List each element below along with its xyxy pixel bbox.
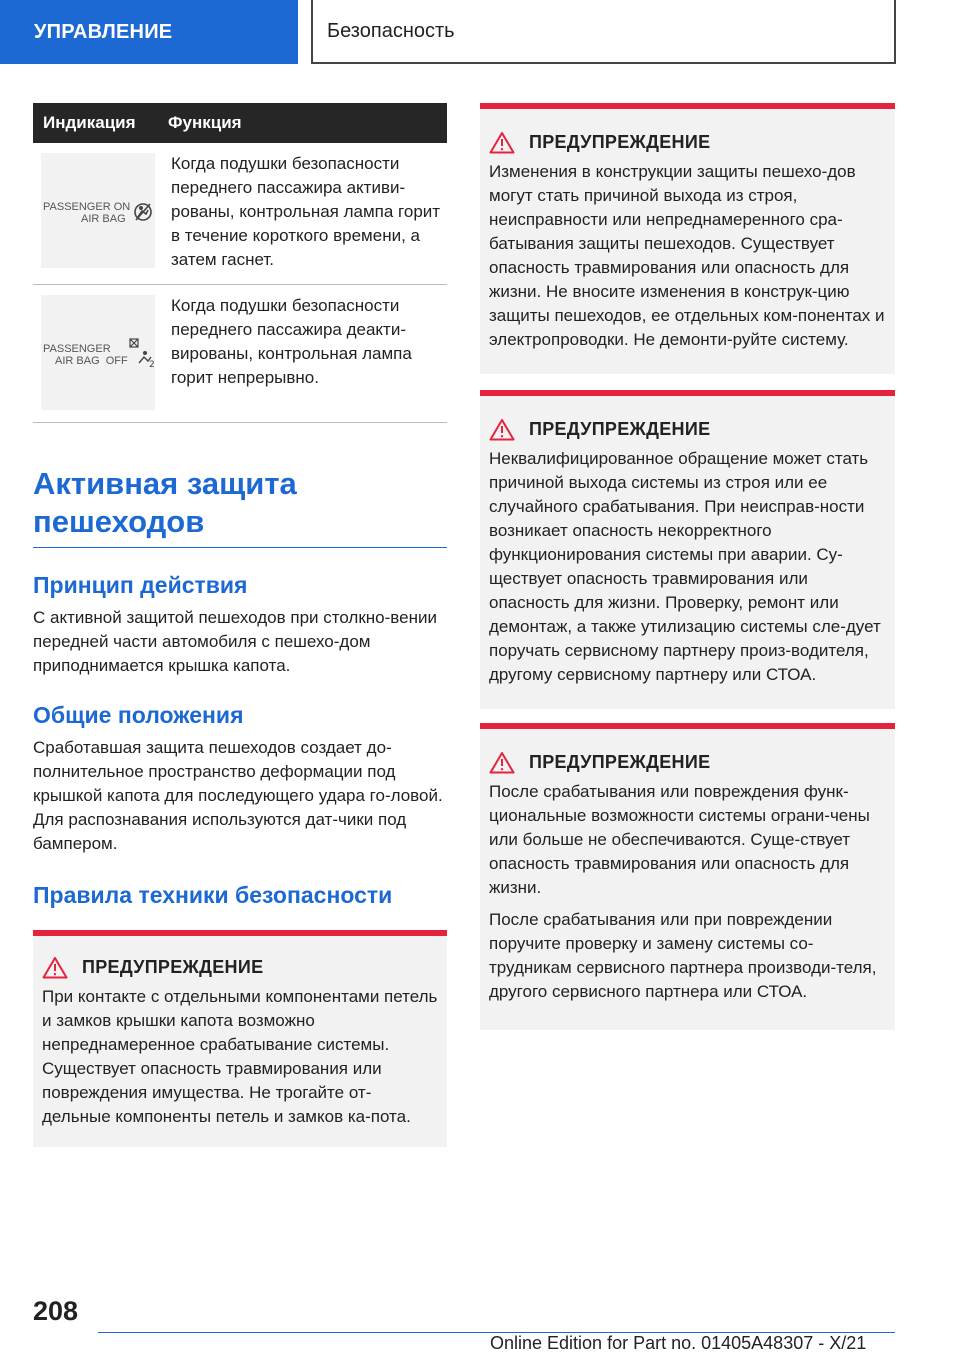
safety-heading: Правила техники безопасности (33, 882, 393, 908)
table-row (33, 285, 447, 423)
function-text: Когда подушки безопасности переднего пассажира деакти-вированы, контрольная лампа горит непрерывно. (168, 285, 447, 423)
left-column (33, 103, 447, 1147)
warning-text: При контакте с отдельными компонентами петель и замков крышки капота возможно непреднамеренное срабатывание системы. Существует опасность травмирования или повреждения имущества. Не трогайте от-дельные компоненты петель и замков ка-пота. (42, 987, 438, 1126)
warning-title: ПРЕДУПРЕЖДЕНИЕ (529, 752, 711, 772)
lamp-label: PASSENGER ON (43, 201, 131, 213)
edition-note: Online Edition for Part no. 01405A48307 - X/21 (490, 1333, 867, 1353)
airbag-off-icon (129, 337, 155, 369)
general-text: Сработавшая защита пешеходов создает до-полнительное пространство деформации под крышкой капота для последующего удара го-ловой. Для распознавания используются дат-чики под бампером. (33, 738, 443, 853)
table-header-function: Функция (168, 103, 447, 143)
chapter-tab: УПРАВЛЕНИЕ (0, 0, 298, 64)
indicator-table (33, 103, 447, 423)
warning-text: После срабатывания или повреждения функ-циональные возможности системы ограни-чены или больше не обеспечиваются. Суще-ствует опасность травмирования или опасность для жизни. (489, 782, 870, 897)
warning-triangle-icon (489, 418, 515, 441)
warning-box (480, 103, 895, 374)
warning-box (480, 390, 895, 709)
principle-heading: Принцип действия (33, 572, 248, 598)
principle-text: С активной защитой пешеходов при столкно-вении передней части автомобиля с пешехо-дом приподнимается крышка капота. (33, 608, 437, 675)
lamp-label: PASSENGER (43, 343, 111, 355)
airbag-on-icon (133, 201, 153, 223)
warning-title: ПРЕДУПРЕЖДЕНИЕ (529, 419, 711, 439)
warning-triangle-icon (489, 751, 515, 774)
warning-triangle-icon (42, 956, 68, 979)
warning-box (33, 930, 447, 1147)
indicator-lamp-image (41, 153, 155, 268)
warning-title: ПРЕДУПРЕЖДЕНИЕ (82, 957, 264, 977)
table-row (33, 143, 447, 285)
warning-text: Неквалифицированное обращение может стать причиной выхода системы из строя или ее случайного срабатывания. При неисправ-ности возникает опасность некорректного функционирования системы при аварии. Су-ществует опасность травмирования или опасность для жизни. Проверку, ремонт или демонтаж, а также утилизацию системы сле-дует поручать сервисному партнеру произ-водителя, другому сервисному партнеру или СТОА. (489, 449, 881, 684)
warning-triangle-icon (489, 131, 515, 154)
warning-title: ПРЕДУПРЕЖДЕНИЕ (529, 132, 711, 152)
svg-text:2: 2 (149, 360, 155, 369)
lamp-label: AIR BAG (81, 213, 126, 225)
function-text: Когда подушки безопасности переднего пассажира активи-рованы, контрольная лампа горит в течение короткого времени, а затем гаснет. (168, 143, 447, 285)
section-title-header: Безопасность (311, 0, 896, 64)
page-number: 208 (33, 1296, 79, 1326)
right-column (480, 103, 895, 1030)
indicator-lamp-image (41, 295, 155, 410)
table-header-indicator: Индикация (33, 103, 168, 143)
page-title: Активная защита пешеходов (33, 465, 447, 548)
lamp-label: AIR BAG OFF (55, 355, 128, 367)
warning-text: Изменения в конструкции защиты пешехо-дов могут стать причиной выхода из строя, неисправности или непреднамеренного сра-батывания защиты пешеходов. Существует опасность травмирования или опасность для жизни. Не вносите изменения в конструк-цию защиты пешеходов, ее отдельных ком-понентах и электропроводки. Не демонти-руйте систему. (489, 162, 885, 349)
warning-text: После срабатывания или при повреждении поручите проверку и замену системы со-трудникам сервисного партнера производи-теля, другого сервисного партнера или СТОА. (489, 910, 877, 1001)
general-heading: Общие положения (33, 702, 244, 728)
warning-box (480, 723, 895, 1030)
